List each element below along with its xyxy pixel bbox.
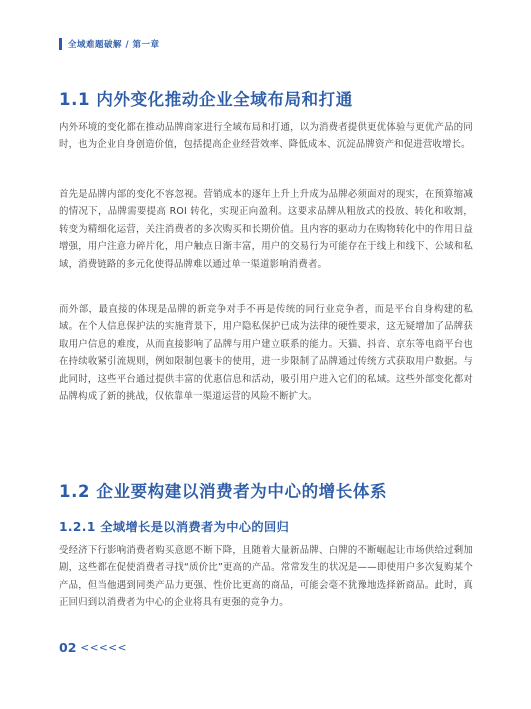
subsection-heading-1-2-1: 1.2.1 全域增长是以消费者为中心的回归	[59, 520, 290, 534]
header-breadcrumb: 全域难题破解 / 第一章	[68, 40, 160, 50]
header-accent-bar	[59, 38, 62, 50]
page-number: 02	[59, 640, 77, 655]
chevron-left-icon: <<<<<	[80, 641, 127, 654]
paragraph-external-changes: 而外部，最直接的体现是品牌的新竞争对手不再是传统的同行业竞争者，而是平台自身构建的私域。在个人信息保护法的实施背景下，用户隐私保护已成为法律的硬性要求，这无疑增加了品牌获取用户信息的难度，从而直接影响了品牌与用户建立联系的能力。天猫、抖音、京东等电商平台也在持续收紧引流规则，例如限制包裹卡的使用，进一步限制了品牌通过传统方式获取用户数据。与此同时，这些平台通过提供丰富的优惠信息和活动，吸引用户进入它们的私域。这些外部变化都对品牌构成了新的挑战，仅依靠单一渠道运营的风险不断扩大。	[59, 304, 473, 403]
section-heading-1-1: 1.1 内外变化推动企业全域布局和打通	[59, 90, 353, 109]
section-heading-1-2: 1.2 企业要构建以消费者为中心的增长体系	[59, 482, 388, 501]
paragraph-internal-changes: 首先是品牌内部的变化不容忽视。营销成本的逐年上升上升成为品牌必须面对的现实，在预算缩减的情况下，品牌需要提高 ROI 转化，实现正向盈利。这要求品牌从粗放式的投放、转化和收割，转变为精细化运营，关注消费者的多次购买和长期价值。且内容的驱动力在购物转化中的作用日益增强，用户注意力碎片化，用户触点日渐丰富，用户的交易行为可能存在于线上和线下、公域和私域，消费链路的多元化使得品牌难以通过单一渠道影响消费者。	[59, 189, 473, 270]
paragraph-consumer-centric: 受经济下行影响消费者购买意愿不断下降，且随着大量新品牌、白牌的不断崛起让市场供给过剩加剧，这些都在促使消费者寻找“质价比”更高的产品。常常发生的状况是——即使用户多次复购某个产品，但当他遇到同类产品力更强、性价比更高的商品，可能会毫不犹豫地选择新商品。此时，真正回归到以消费者为中心的企业将具有更强的竞争力。	[59, 545, 473, 609]
page-footer	[59, 640, 127, 655]
paragraph-intro: 内外环境的变化都在推动品牌商家进行全域布局和打通，以为消费者提供更优体验与更优产品的同时，也为企业自身创造价值，包括提高企业经营效率、降低成本、沉淀品牌资产和促进营收增长。	[59, 122, 473, 151]
running-header	[59, 37, 160, 51]
